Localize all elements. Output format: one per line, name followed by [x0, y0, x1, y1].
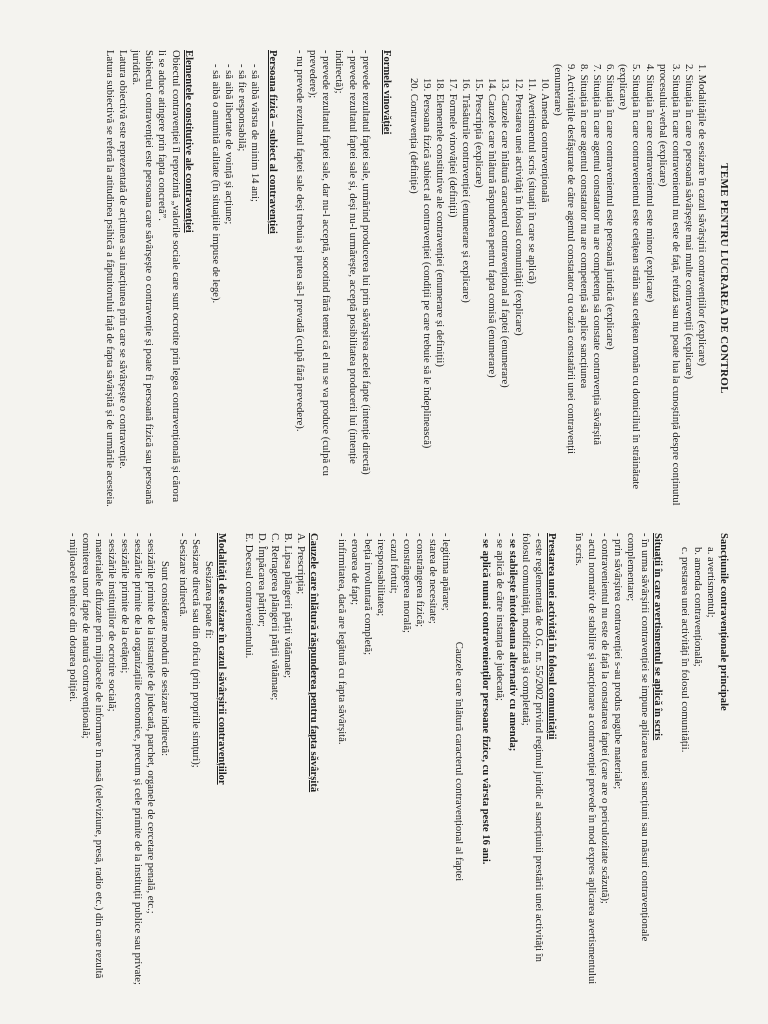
cauze-caracter-heading: Cauzele care înlătură caracterul contravențional al faptei: [453, 641, 465, 882]
topic-item: 13. Cauzele care înlătură caracterul contravențional al faptei (enumerare): [499, 78, 511, 388]
raspundere-item: A. Prescripția;: [295, 533, 307, 595]
topic-item: 17. Formele vinovăției (definiții): [447, 78, 459, 218]
document-title: TEME PENTRU LUCRAREA DE CONTROL: [718, 163, 730, 394]
sanctiuni-item: c. prestarea unei activități în folosul comunității.: [678, 547, 690, 753]
topic-item: 9. Activitățile desfășurate de către agentul constatator cu ocazia constatării unei contravenții (enumerare): [551, 64, 576, 455]
prestarea-item: - se stabilește întotdeauna alternativ cu amenda;: [506, 533, 518, 752]
topic-item: 19. Persoana fizică subiect al contravenției (condiții pe care trebuie să le îndeplinească): [420, 78, 432, 449]
cauze-item: - constrângerea fizică;: [414, 533, 426, 628]
sanctiuni-item: b. amenda contravențională;: [691, 547, 703, 667]
cauze-raspundere-heading: Cauzele care înlătură răspunderea pentru fapta săvârșită: [308, 533, 320, 793]
persoana-item: - să aibă o anumită calitate (în situațiile impuse de lege).: [209, 64, 221, 304]
topics-list: [407, 50, 708, 507]
avertisment-item: - actul normativ de stabilire și sancționare a contravenției prevede în mod expres aplicarea avertismentului în scris.: [573, 533, 598, 985]
topic-item: 11. Avertismentul scris (situații în care se aplică): [525, 78, 537, 284]
avertisment-item: - prin săvârșirea contravenției s-au produs pagube materiale;: [612, 533, 624, 790]
avertisment-heading: Situații în care avertismentul se aplică în scris: [651, 533, 663, 741]
cauze-item: - infirmitatea, dacă are legătură cu fapta săvârșită.: [335, 533, 347, 745]
forme-item: - prevede rezultatul faptei sale, urmărind producerea lui prin săvârșirea acelei fapte (intenție directă): [359, 50, 371, 475]
topic-item: 6. Situația în care contravenientul este persoană juridică (explicare): [604, 64, 616, 350]
sesizare-indirecta-subheading: Sunt considerate moduri de sesizare indirectă:: [158, 561, 170, 757]
modalitati-subheading: Sesizarea poate fi:: [202, 561, 214, 639]
indirect-item: - materialele difuzate prin mijloacele de informare în masă (televiziune, presă, radio etc.) din care rezultă comiterea unor fapte de natură contravențională;: [79, 533, 105, 979]
sanctiuni-heading: Sancțiunile contravenționale principale: [718, 533, 729, 711]
cauze-item: - starea de necesitate;: [427, 533, 439, 624]
indirect-item: - mijloacele tehnice din dotarea poliției.: [66, 533, 78, 702]
cauze-item: - beția involuntară completă;: [361, 533, 373, 656]
modalitati-item: - Sesizare directă sau din oficiu (prin propriile simțuri);: [189, 533, 201, 768]
raspundere-item: B. Lipsa plângerii părții vătămate;: [282, 533, 294, 679]
sanctiuni-item: a. avertismentul;: [704, 547, 716, 618]
topic-item: 15. Prescripția (explicare): [473, 78, 485, 188]
raspundere-item: C. Retragerea plângerii părții vătămate;: [269, 533, 281, 701]
topic-item: 2. Situația în care o persoană săvârșește mai multe contravenții (explicare): [682, 64, 694, 380]
topic-item: 3. Situația în care contravenientul nu este de față, refuză sau nu poate lua la cunoștință despre conținutul procesului-verbal (explicare): [656, 64, 681, 506]
right-column: [28, 533, 730, 990]
persoana-item: - să fie responsabilă;: [235, 64, 247, 152]
topic-item: 10. Amenda contravențională: [538, 78, 550, 203]
left-column: [28, 50, 730, 507]
avertisment-item: - în urma săvârșirii contravenției se impune aplicarea unei sancțiuni sau măsuri contravenționale complementare;: [625, 533, 650, 942]
modalitati-sesizare-heading: Modalități de sesizare în cazul săvârșirii contravențiilor: [215, 533, 227, 785]
prestarea-item: - se aplică de către instanța de judecată;: [493, 533, 505, 701]
topic-item: 18. Elementele constitutive ale contravenției (enumerare și definiții): [434, 78, 446, 367]
cauze-item: - cazul fortuit;: [387, 533, 399, 594]
topic-item: 20. Contravenția (definiție): [407, 78, 419, 194]
topic-item: 7. Situația în care agentul constatator nu are competența să constate contravenția săvârșită: [591, 64, 603, 445]
avertisment-item: - contravenientul nu este de față la constatarea faptei (care are o periculozitate scăzută);: [599, 533, 611, 904]
forme-item: - prevede rezultatul faptei sale, dar nu-l acceptă, socotind fără temei că el nu se va produce (culpă cu prevedere);: [307, 50, 332, 476]
cauze-item: - legitima apărare;: [440, 533, 452, 611]
elemente-item: Obiectul contravenției îl reprezintă „valorile sociale care sunt ocrotite prin legea contravențională și cărora li se aduce atingere prin fapta concretă”.: [156, 50, 181, 503]
topic-item: 4. Situația în care contravenientul este minor (explicare): [643, 64, 655, 303]
forme-item: - prevede rezultatul faptei sale și, deși nu-l urmărește, acceptă posibilitatea producerii lui (intenție indirectă);: [333, 50, 358, 464]
indirect-item: - sesizările instituțiilor de ocrotire socială;: [106, 533, 118, 712]
elemente-item: Latura subiectivă se referă la atitudinea psihică a făptuitorului față de fapta săvârșită și de urmările acesteia.: [104, 50, 116, 507]
topic-item: 5. Situația în care contravenientul este cetățean străin sau cetățean român cu domiciliul în străinătate (explicare): [617, 64, 642, 490]
forme-item: - nu prevede rezultatul faptei sale deși trebuia și putea să-l prevadă (culpă fără prevedere).: [294, 50, 306, 432]
indirect-item: - sesizările primite de la cetățeni;: [119, 533, 131, 674]
cauze-item: - iresponsabilitatea;: [374, 533, 386, 617]
topic-item: 1. Modalitățile de sesizare în cazul săvârșirii contravențiilor (explicare): [695, 64, 707, 367]
cauze-item: - constrângerea morală;: [401, 533, 413, 633]
persoana-item: - să aibă vârsta de minim 14 ani;: [249, 64, 260, 202]
prestarea-item: - este reglementată de O.G. nr. 55/2002 privind regimul juridic al sancțiunii prestării unei activități în folosul comunității, modificată și completată;: [519, 533, 544, 962]
prestarea-item: - se aplică numai contravenienților persoane fizice, cu vârsta peste 16 ani.: [480, 533, 492, 865]
elemente-item: Subiectul contravenției este persoana care săvârșește o contravenție și poate fi persoană fizică sau persoană juridică.: [130, 50, 155, 505]
indirect-item: - sesizările primite de la instanțele de judecată, parchet, organele de cercetare penală, etc.;: [145, 533, 157, 914]
forme-vinovatie-heading: Formele vinovăției: [380, 50, 392, 135]
topic-item: 8. Situația în care agentul constatator nu are competență să aplice sancțiunea: [578, 64, 590, 389]
modalitati-item: - Sesizare indirectă.: [176, 533, 188, 617]
indirect-item: - sesizările primite de la organizațiile economice, precum și cele primite de la instituții publice sau private;: [132, 533, 144, 985]
persoana-item: - să aibă libertate de voință și acțiune;: [222, 64, 234, 225]
topic-item: 16. Trăsăturile contravenției (enumerare și explicare): [460, 78, 472, 303]
topic-item: 12. Prestarea unei activități în folosul comunității (explicare): [512, 78, 524, 336]
persoana-fizica-heading: Persoana fizică – subiect al contravenției: [267, 50, 279, 234]
raspundere-item: D. Împăcarea părților;: [256, 533, 268, 627]
prestarea-heading: Prestarea unei activități în folosul comunității: [545, 533, 557, 740]
elemente-item: Latura obiectivă este reprezentată de acțiunea sau inacțiunea prin care se săvârșește o contravenție.: [117, 50, 129, 469]
topic-item: 14. Cauzele care înlătură răspunderea pentru fapta comisă (enumerare): [486, 78, 498, 378]
raspundere-item: E. Decesul contravenientului.: [243, 533, 254, 659]
cauze-item: - eroarea de fapt;: [348, 533, 360, 606]
elemente-constitutive-heading: Elementele constitutive ale contravenției: [182, 50, 194, 233]
